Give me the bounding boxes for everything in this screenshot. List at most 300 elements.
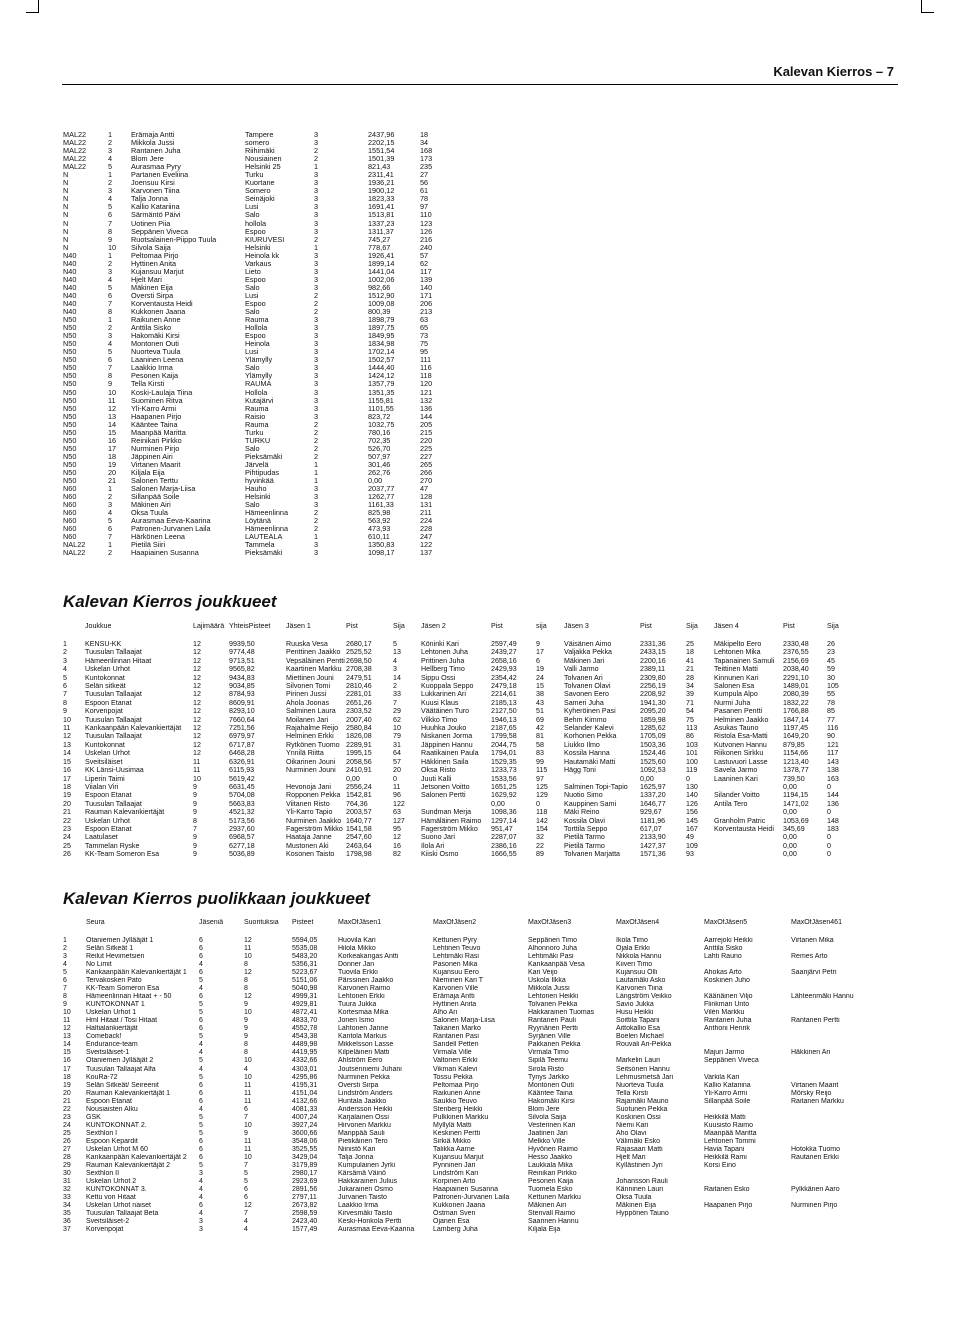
table-cell: 10 <box>244 1073 252 1081</box>
table-cell: Nikkola Hannu <box>616 953 662 961</box>
table-cell <box>704 1210 791 1218</box>
table-cell: Kutajärvi <box>245 396 274 405</box>
table-cell: 2 <box>314 308 319 317</box>
table-cell: 0 <box>827 833 831 842</box>
table-cell: Espoon Kepardit <box>86 1137 138 1145</box>
table-cell: Moilanen Jari <box>286 715 329 724</box>
table-cell: 4543,38 <box>292 1033 318 1041</box>
table-cell: Salo <box>245 308 260 317</box>
table-cell: 55 <box>827 690 835 699</box>
table-cell: 51 <box>536 707 544 716</box>
table-cell: 823,72 <box>368 412 391 421</box>
table-cell: Långström Veikko <box>616 993 672 1001</box>
table-cell: 2410,91 <box>346 766 372 775</box>
table-cell: 745,27 <box>368 235 391 244</box>
table-cell: 2044,75 <box>491 740 517 749</box>
table-cell: 101 <box>686 749 698 758</box>
table-cell: Viitanen Risto <box>286 799 330 808</box>
table-cell: 1213,40 <box>783 757 809 766</box>
table-cell: Fagerström Mikko <box>421 824 478 833</box>
table-cell: 12 <box>193 715 201 724</box>
table-cell: 75 <box>420 340 429 349</box>
table-cell: Kujansuu Eero <box>433 969 479 977</box>
table-cell: Tervakosken Pato <box>86 977 142 985</box>
table-cell: 1629,92 <box>491 791 517 800</box>
table-cell: 34 <box>63 1202 71 1210</box>
table-cell: 113 <box>686 724 698 733</box>
table-cell: 12 <box>193 665 201 674</box>
table-cell: Yli-Karro Tapio <box>286 808 333 817</box>
table-cell: 1098,36 <box>491 808 517 817</box>
table-cell <box>714 783 783 791</box>
column-header: Jäsen 1 <box>286 622 311 630</box>
table-cell <box>714 842 783 850</box>
result-row <box>63 372 450 380</box>
table-cell: Kuortane <box>245 179 275 188</box>
table-cell: 2 <box>314 420 319 429</box>
table-cell: 5 <box>108 348 113 357</box>
table-cell: Salonen Marja-Liisa <box>131 485 196 494</box>
table-cell: Virmala Ville <box>433 1049 472 1057</box>
table-cell: 2651,26 <box>346 698 372 707</box>
table-cell: 130 <box>686 782 698 791</box>
result-row <box>63 469 450 477</box>
table-cell: Lehtonen Heikki <box>528 993 579 1001</box>
table-cell: 17 <box>536 648 544 657</box>
table-cell: Otaniemen Jyllääjät 2 <box>86 1057 154 1065</box>
table-cell: 4295,86 <box>292 1073 318 1081</box>
table-cell: 7 <box>108 219 113 228</box>
table-cell: 2 <box>314 517 319 526</box>
table-cell: 3 <box>108 332 113 341</box>
team-row <box>63 707 847 715</box>
table-cell: 5535,08 <box>292 945 318 953</box>
table-cell: 2 <box>314 291 319 300</box>
table-cell: 145 <box>686 816 698 825</box>
table-cell: Selän Sitkeät 1 <box>86 945 134 953</box>
table-cell: Ristola Esa-Matti <box>714 732 768 741</box>
table-cell: 12 <box>244 993 252 1001</box>
table-cell: 0,00 <box>783 833 797 842</box>
table-cell: Huuhka Jouko <box>421 724 467 733</box>
table-cell: 9 <box>193 782 197 791</box>
table-cell: 2095,20 <box>640 707 666 716</box>
table-cell: Raatikainen Paula <box>421 749 479 758</box>
table-cell: Rauma <box>245 316 269 325</box>
table-cell: 4 <box>199 1177 203 1185</box>
table-cell: Salo <box>245 364 260 373</box>
table-cell: Uskelan Urhot <box>85 665 130 674</box>
table-cell: 71 <box>686 698 694 707</box>
table-cell: 3 <box>314 549 319 558</box>
table-cell: 9 <box>193 841 197 850</box>
table-cell: Kortesmaa Mika <box>338 1009 389 1017</box>
table-cell: Hirvonen Markku <box>338 1121 391 1129</box>
table-cell: 9 <box>244 1001 248 1009</box>
half-team-row <box>63 969 866 977</box>
table-cell: Rouvali Ari-Pekka <box>616 1041 672 1049</box>
table-cell: 22 <box>63 816 71 825</box>
table-cell: 96 <box>393 791 401 800</box>
table-cell: Laukkala Mika <box>528 1161 573 1169</box>
table-cell: 116 <box>420 364 432 373</box>
table-cell: 6 <box>244 1194 248 1201</box>
table-cell: 1311,37 <box>368 227 394 236</box>
table-cell: Köninki Kari <box>421 640 459 648</box>
table-cell: Lehtimäki Rasi <box>433 953 479 961</box>
table-cell: 163 <box>827 774 839 783</box>
half-team-row <box>63 1226 866 1234</box>
table-cell: 14 <box>108 420 117 429</box>
table-cell: 1898,79 <box>368 316 395 325</box>
table-cell: 14 <box>63 1041 71 1049</box>
table-cell <box>791 1138 866 1146</box>
table-cell: somero <box>245 139 270 148</box>
table-cell: 116 <box>827 724 839 733</box>
table-cell: 57 <box>393 757 401 766</box>
table-cell: Saukko Teuvo <box>433 1097 477 1105</box>
table-cell: Raisio <box>245 412 266 421</box>
table-cell: Översti Sirpa <box>131 291 174 300</box>
table-cell: 825,98 <box>368 509 391 518</box>
table-cell: N40 <box>63 267 77 276</box>
teams-title: Kalevan Kierros joukkueet <box>63 592 277 611</box>
table-cell: Mäkinen Eija <box>131 283 173 292</box>
table-cell: 0,00 <box>368 477 383 486</box>
table-cell: 16 <box>63 1057 71 1065</box>
table-cell: Hämeenlinnan Hitaat <box>85 656 152 665</box>
table-cell: Syrjänen Ville <box>528 1033 571 1041</box>
table-cell: Haapanen Pirjo <box>131 412 182 421</box>
table-cell: 12 <box>193 732 201 741</box>
table-cell: MAL22 <box>63 147 87 156</box>
column-header: Jäseniä <box>199 919 224 926</box>
half-team-row <box>63 1009 866 1017</box>
result-row <box>63 549 450 557</box>
table-cell: N60 <box>63 493 77 502</box>
table-cell: Kujansuu Marjut <box>131 267 184 276</box>
table-cell: 121 <box>827 740 839 749</box>
table-cell: 156 <box>686 808 698 817</box>
table-cell: Viialan Viri <box>85 782 119 791</box>
table-cell: 3 <box>314 187 319 196</box>
table-cell: 32 <box>536 833 544 842</box>
table-cell: 4 <box>108 509 113 518</box>
table-cell: 4 <box>393 656 397 665</box>
table-cell: Hämeenlinna <box>245 509 288 518</box>
table-cell: 6 <box>108 356 113 365</box>
table-cell: 2376,55 <box>783 648 809 657</box>
table-cell: N <box>63 195 69 204</box>
table-cell: 2200,16 <box>640 656 666 665</box>
table-cell: Nurminen Pekka <box>338 1073 390 1081</box>
table-cell: Turku <box>245 171 264 180</box>
table-cell: 2673,82 <box>292 1202 318 1210</box>
table-cell: Kankaanpään Kalevankiertäjät 2 <box>86 1153 187 1161</box>
column-header: Pisteet <box>292 919 314 926</box>
table-cell: 1941,30 <box>640 698 666 707</box>
table-cell: 93 <box>686 850 694 859</box>
table-cell: N40 <box>63 291 77 300</box>
table-cell: N50 <box>63 388 77 397</box>
table-cell: Tammela <box>245 541 275 550</box>
table-cell: 563,92 <box>368 517 391 526</box>
table-cell: NAL22 <box>63 549 86 558</box>
table-cell: 58 <box>536 740 544 749</box>
table-cell: Uskelan Urhot naiset <box>86 1202 151 1210</box>
table-cell: Somero <box>245 187 271 196</box>
table-cell: 6 <box>199 1202 203 1210</box>
table-cell: 265 <box>420 460 433 469</box>
table-cell: 77 <box>827 715 835 724</box>
table-cell: N <box>63 187 69 196</box>
table-cell: 2256,19 <box>640 682 666 691</box>
table-cell: Blom Jere <box>528 1105 560 1113</box>
table-cell <box>714 850 783 858</box>
table-cell: 54 <box>686 707 694 716</box>
table-cell: 6 <box>199 993 203 1001</box>
table-cell <box>791 1178 866 1186</box>
table-cell <box>791 1114 866 1122</box>
table-cell: 2437,96 <box>368 131 395 139</box>
table-cell: 0,00 <box>491 799 505 808</box>
table-cell: Sippu Ossi <box>421 673 456 682</box>
result-row <box>63 348 450 356</box>
table-cell: 2038,40 <box>783 665 809 674</box>
table-cell: 6 <box>199 969 203 977</box>
table-cell: 2287,07 <box>491 833 517 842</box>
table-cell: 13 <box>63 1033 71 1041</box>
table-cell: 10 <box>244 1153 252 1161</box>
table-cell: 122 <box>393 799 405 808</box>
table-cell: 20 <box>393 766 401 775</box>
table-cell: Pihtipudas <box>245 468 280 477</box>
table-cell: Miettinen Jouni <box>286 673 334 682</box>
table-cell: Koskinen Ossi <box>616 1113 661 1121</box>
table-cell: 1577,49 <box>292 1226 318 1234</box>
table-cell: Rajahalme Reijo <box>286 724 339 733</box>
table-cell: 2580,84 <box>346 724 372 733</box>
table-cell: 126 <box>686 799 698 808</box>
table-cell: 2 <box>314 235 319 244</box>
table-cell: Översti Sirpa <box>338 1081 379 1089</box>
table-cell: 12 <box>393 833 401 842</box>
column-header: Pist <box>491 622 503 630</box>
table-cell: Erämaja Antti <box>433 993 475 1001</box>
table-cell: 5 <box>244 1177 248 1185</box>
table-cell: Lehtinen Teuvo <box>433 945 481 953</box>
table-cell: Jonen Ismo <box>338 1017 375 1025</box>
table-cell: Kuusisto Raimo <box>704 1121 754 1129</box>
table-cell: Karvonen Tiina <box>131 187 180 196</box>
table-cell: 78 <box>827 698 835 707</box>
column-header: Sija <box>827 622 839 630</box>
table-cell: 2923,69 <box>292 1177 318 1185</box>
table-cell: Maanpää Maritta <box>704 1129 757 1137</box>
table-cell: 8293,10 <box>229 707 255 716</box>
column-header: MaxOfJäsen5 <box>704 919 748 926</box>
table-cell: 1936,21 <box>368 179 395 188</box>
table-cell: 4 <box>108 155 113 164</box>
table-cell: Kosonen Taisto <box>286 850 335 859</box>
table-cell: 30 <box>827 673 835 682</box>
table-cell: KUNTOKONNAT 3. <box>86 1185 147 1193</box>
table-cell: Donner Jan <box>338 961 375 969</box>
table-cell <box>791 1130 866 1138</box>
team-row <box>63 741 847 749</box>
table-cell: Asukas Tauno <box>714 724 759 733</box>
table-cell: Mikkola Jussi <box>131 139 175 148</box>
table-cell: 3 <box>314 364 319 373</box>
table-cell: 10 <box>108 243 117 252</box>
table-cell: 9 <box>193 799 197 808</box>
table-cell: 11 <box>244 1137 252 1145</box>
table-cell: Savio Jukka <box>616 1001 654 1009</box>
table-cell: 3 <box>314 316 319 325</box>
result-row <box>63 421 450 429</box>
table-cell: Valjakka Pekka <box>564 648 612 657</box>
table-cell: KK-Team Someron Esa <box>85 850 160 859</box>
table-cell: 3 <box>314 372 319 381</box>
table-cell: 0,00 <box>783 782 797 791</box>
table-cell: Nousiainen <box>245 155 282 164</box>
table-cell: 4521,32 <box>229 808 255 817</box>
table-cell: Suono Jari <box>421 833 455 842</box>
table-cell: Seitsonen Hannu <box>616 1065 670 1073</box>
table-cell: 5 <box>199 1001 203 1009</box>
table-cell: 173 <box>420 155 433 164</box>
table-cell: Yli-Karro Armi <box>704 1089 748 1097</box>
table-cell: Tolvanen Ari <box>564 673 603 682</box>
table-cell: N50 <box>63 380 77 389</box>
table-cell: Hämäläinen Raimo <box>421 816 482 825</box>
column-header <box>63 919 86 937</box>
table-cell: 2433,15 <box>640 648 666 657</box>
table-cell: N <box>63 203 69 212</box>
table-cell: Selän Sitkeät/ Seireenit <box>86 1081 159 1089</box>
table-cell: 9 <box>244 1033 248 1041</box>
table-cell: 7660,64 <box>229 715 255 724</box>
table-cell: 5 <box>244 1169 248 1177</box>
table-cell: 1424,12 <box>368 372 395 381</box>
table-cell: 1441,04 <box>368 267 395 276</box>
table-cell: 2 <box>108 179 113 188</box>
table-cell: Ynnilä Riitta <box>286 749 324 758</box>
result-row <box>63 260 450 268</box>
table-cell: 28 <box>63 1153 71 1161</box>
table-cell <box>564 775 640 783</box>
team-row <box>63 716 847 724</box>
result-row <box>63 163 450 171</box>
table-cell: 7251,56 <box>229 724 255 733</box>
table-cell: 11 <box>63 724 71 733</box>
table-cell <box>704 1178 791 1186</box>
table-cell: Korventausta Heidi <box>131 299 193 308</box>
table-cell: 1834,98 <box>368 340 395 349</box>
table-cell: Hollola <box>245 388 268 397</box>
table-cell: 8 <box>244 985 248 993</box>
table-cell: Manppää Sauli <box>338 1129 385 1137</box>
table-cell: Teittinen Matti <box>714 665 758 674</box>
table-cell: 3 <box>314 131 319 139</box>
table-cell: 3 <box>314 340 319 349</box>
table-cell: 28 <box>686 673 694 682</box>
table-cell: 125 <box>536 782 548 791</box>
table-cell: 7 <box>193 824 197 833</box>
table-cell: Nuorteva Tuula <box>616 1081 664 1089</box>
table-cell: 1651,25 <box>491 782 517 791</box>
table-cell: Patronen-Jurvanen Laila <box>433 1194 510 1201</box>
table-cell: 2598,59 <box>292 1210 318 1218</box>
table-cell: 5 <box>108 203 113 212</box>
table-cell: Kujansuu Marjut <box>433 1153 484 1161</box>
table-header-row <box>63 919 866 937</box>
table-cell: 6 <box>108 291 113 300</box>
table-cell: N50 <box>63 428 77 437</box>
table-cell: Kirvesmäki Taisto <box>338 1210 393 1218</box>
table-cell: 11 <box>244 1089 252 1097</box>
team-row <box>63 833 847 841</box>
table-cell: Kankaanpään Kalevankiertäjät <box>85 724 182 733</box>
table-cell: 140 <box>686 791 698 800</box>
half-team-row <box>63 1130 866 1138</box>
table-cell: Tella Kirsti <box>131 380 165 389</box>
table-cell: 34 <box>686 682 694 691</box>
table-cell: 2429,93 <box>491 665 517 674</box>
table-cell: 0 <box>686 774 690 783</box>
table-cell: 4 <box>108 195 113 204</box>
table-cell: Ikola Timo <box>616 937 648 944</box>
table-cell: 1524,46 <box>640 749 666 758</box>
team-row <box>63 825 847 833</box>
table-cell: N50 <box>63 396 77 405</box>
half-team-row <box>63 1114 866 1122</box>
table-cell: 143 <box>827 757 839 766</box>
table-cell: N40 <box>63 299 77 308</box>
table-cell: 7 <box>108 364 113 373</box>
table-cell: Mäkipelto Eero <box>714 640 762 648</box>
table-cell <box>791 1025 866 1033</box>
table-cell: Helsinki <box>245 243 271 252</box>
table-cell: Sveitsiläiset-2 <box>86 1218 130 1226</box>
table-cell: 8609,91 <box>229 698 255 707</box>
team-row <box>63 724 847 732</box>
table-cell: 2891,56 <box>292 1185 318 1193</box>
table-cell: 4833,70 <box>292 1017 318 1025</box>
table-cell: 119 <box>686 766 698 775</box>
result-row <box>63 276 450 284</box>
table-cell: Tampere <box>245 131 274 139</box>
table-cell: hyvinkää <box>245 477 274 486</box>
table-cell: 136 <box>420 404 433 413</box>
table-cell: 0,00 <box>783 850 797 859</box>
table-cell: Turku <box>245 428 264 437</box>
table-cell: Mäkinen Jari <box>564 656 605 665</box>
table-cell: 4 <box>199 1065 203 1073</box>
table-cell: 13 <box>393 648 401 657</box>
table-cell: 3 <box>314 179 319 188</box>
half-team-row <box>63 1082 866 1090</box>
table-cell: KIURUVESI <box>245 235 285 244</box>
table-cell <box>704 1194 791 1202</box>
table-cell: 7 <box>63 985 67 993</box>
table-cell: Kujansuu Olli <box>616 969 658 977</box>
table-cell: Hyttinen Anita <box>131 259 177 268</box>
table-cell: 3 <box>314 404 319 413</box>
half-team-row <box>63 1049 866 1057</box>
table-cell: 12 <box>244 969 252 977</box>
table-cell: Tuusulan Tallaajat Alfa <box>86 1065 156 1073</box>
